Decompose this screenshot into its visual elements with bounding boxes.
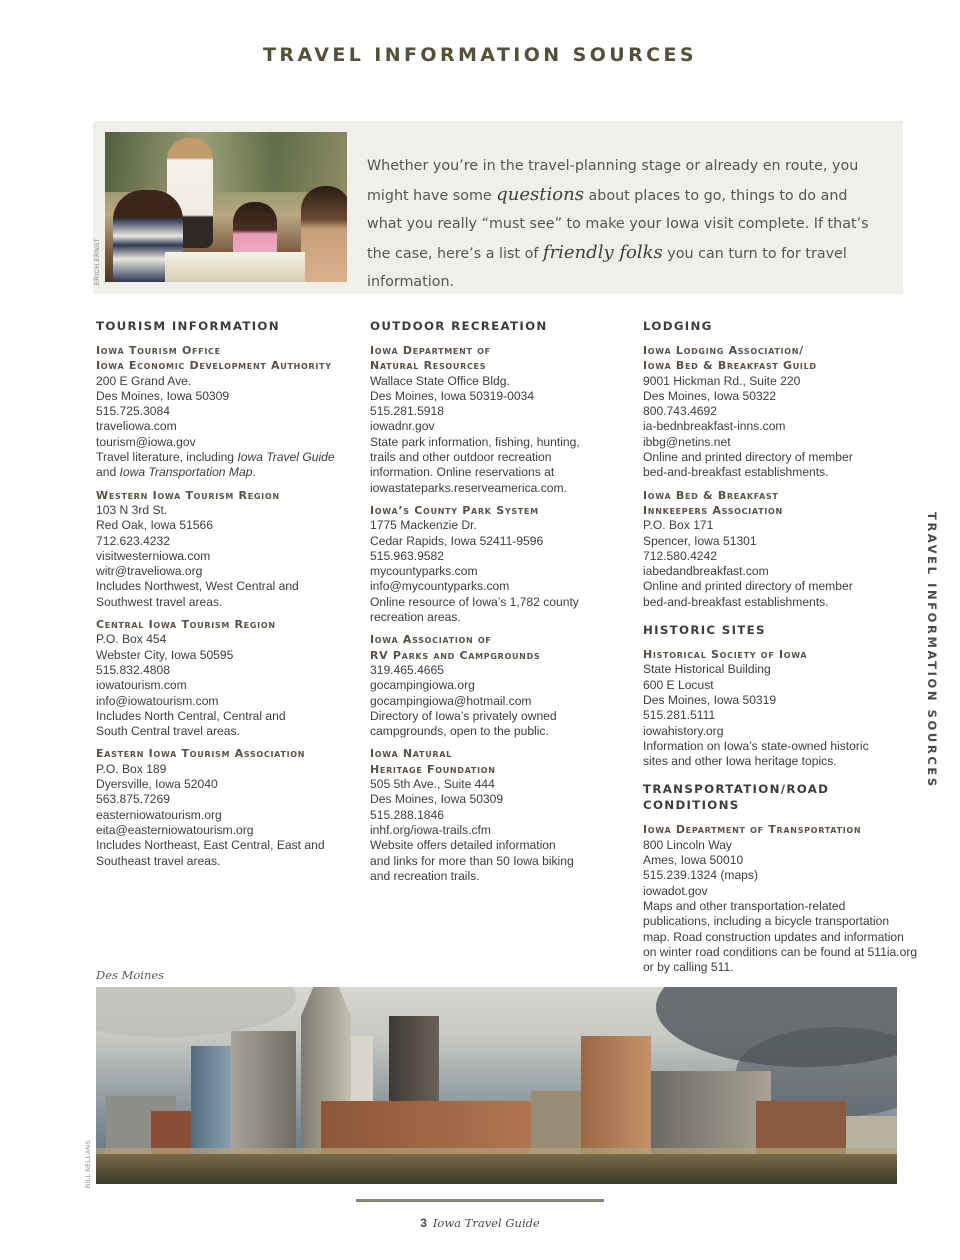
intro-emphasis-friendly-folks: friendly folks	[542, 241, 663, 263]
section-title: HISTORIC SITES	[643, 623, 766, 638]
listing-line: information. Online reservations at	[370, 465, 555, 480]
listing-line: Directory of Iowa’s privately owned	[370, 708, 557, 723]
listing-line: Red Oak, Iowa 51566	[96, 518, 213, 533]
note-italic-title: Iowa Transportation Map	[119, 465, 253, 480]
listing-entry	[643, 647, 908, 769]
listing-line: Maps and other transportation-related	[643, 898, 846, 913]
listing-line: Des Moines, Iowa 50319-0034	[370, 388, 535, 403]
listing-note-line	[96, 450, 361, 465]
intro-text-3: you can turn to for travel information.	[367, 245, 847, 290]
listing-line: Online and printed directory of member	[643, 579, 853, 594]
page-title: TRAVEL INFORMATION SOURCES	[263, 44, 697, 66]
note-text: and	[96, 465, 120, 480]
des-moines-skyline-photo	[96, 987, 897, 1184]
listing-line: campgrounds, open to the public.	[370, 724, 549, 739]
listing-line: South Central travel areas.	[96, 724, 240, 739]
listing-line: 800 Lincoln Way	[643, 837, 732, 852]
listing-line: bed-and-breakfast establishments.	[643, 465, 829, 480]
listing-line: 515.288.1846	[370, 807, 444, 822]
listing-line: P.O. Box 454	[96, 632, 167, 647]
note-text: Travel literature, including	[96, 450, 238, 465]
listing-line: 103 N 3rd St.	[96, 502, 168, 517]
column-3	[643, 318, 918, 982]
section-title: OUTDOOR RECREATION	[370, 319, 548, 333]
listing-line: 515.281.5111	[643, 708, 716, 723]
listing-line: 515.281.5918	[370, 404, 444, 419]
organization-name: Iowa Lodging Association/	[643, 344, 804, 357]
listing-entry	[370, 746, 635, 884]
listing-entry	[370, 503, 635, 625]
listing-line: 600 E Locust	[643, 677, 714, 692]
listing-entry	[643, 343, 908, 481]
organization-name: Natural Resources	[370, 359, 487, 373]
organization-name: Iowa Association of	[370, 633, 492, 647]
listing-line: 563.875.7269	[96, 792, 170, 807]
organization-name: Iowa Department of	[370, 344, 491, 357]
listing-line: Des Moines, Iowa 50309	[96, 388, 230, 403]
listing-line: State Historical Building	[643, 662, 771, 677]
organization-name: Heritage Foundation	[370, 762, 496, 776]
listing-line: ia-bednbreakfast-inns.com	[643, 419, 786, 434]
listing-line: Includes North Central, Central and	[96, 708, 286, 723]
listing-line: Southwest travel areas.	[96, 594, 223, 609]
organization-name: Iowa Tourism Office	[96, 344, 221, 357]
side-running-title: TRAVEL INFORMATION SOURCES	[925, 512, 939, 789]
intro-box	[93, 121, 903, 294]
listing-line: Des Moines, Iowa 50319	[643, 692, 777, 707]
listing-line: iowahistory.org	[643, 723, 724, 738]
organization-name: Iowa’s County Park System	[370, 503, 539, 517]
family-dining-photo	[105, 132, 347, 282]
listing-line: 1775 Mackenzie Dr.	[370, 518, 477, 533]
listing-entry	[96, 746, 361, 868]
section-title: TRANSPORTATION/ROAD CONDITIONS	[643, 782, 830, 813]
listing-entry	[370, 632, 635, 739]
listing-line: State park information, fishing, hunting,	[370, 434, 580, 449]
listing-line: Webster City, Iowa 50595	[96, 647, 234, 662]
listing-line: 712.580.4242	[643, 548, 717, 563]
organization-name: Central Iowa Tourism Region	[96, 618, 276, 632]
listing-line: ibbg@netins.net	[643, 434, 731, 449]
skyline-photo-credit: BILL NELLANS	[85, 1140, 92, 1189]
listing-line: and recreation trails.	[370, 868, 480, 883]
listing-line: inhf.org/iowa-trails.cfm	[370, 822, 491, 837]
listing-line: easterniowatourism.org	[96, 807, 222, 822]
organization-name: Iowa Bed & Breakfast Guild	[643, 359, 817, 373]
listing-line: 515.725.3084	[96, 404, 170, 419]
intro-paragraph	[367, 152, 887, 297]
listing-line: 515.832.4808	[96, 662, 170, 677]
listing-line: iowadnr.gov	[370, 419, 435, 434]
skyline-caption: Des Moines	[96, 968, 165, 982]
listing-line: sites and other Iowa heritage topics.	[643, 754, 837, 769]
organization-name: Innkeepers Association	[643, 503, 783, 517]
listing-line: traveliowa.com	[96, 419, 177, 434]
listing-line: Online and printed directory of member	[643, 450, 853, 465]
listing-line: tourism@iowa.gov	[96, 434, 196, 449]
listing-line: Southeast travel areas.	[96, 853, 221, 868]
listing-line: iabedandbreakfast.com	[643, 564, 769, 579]
listing-line: Information on Iowa’s state-owned historic	[643, 738, 869, 753]
listing-line: iowadot.gov	[643, 883, 708, 898]
listing-line: 800.743.4692	[643, 404, 717, 419]
listing-line: Des Moines, Iowa 50309	[370, 792, 504, 807]
listing-line: 200 E Grand Ave.	[96, 373, 192, 388]
intro-text-1: Whether you’re in the travel-planning stage or already en route, you might have some	[367, 158, 859, 204]
listing-line: witr@traveliowa.org	[96, 564, 203, 579]
footer-rule	[356, 1199, 604, 1202]
listing-line: info@iowatourism.com	[96, 693, 219, 708]
organization-name: Eastern Iowa Tourism Association	[96, 747, 306, 761]
listing-line: Online resource of Iowa’s 1,782 county	[370, 594, 579, 609]
listing-entry	[96, 488, 361, 610]
organization-name: RV Parks and Campgrounds	[370, 648, 541, 662]
listing-line: map. Road construction updates and information	[643, 929, 904, 944]
column-1	[96, 318, 361, 876]
organization-name: Western Iowa Tourism Region	[96, 488, 280, 502]
listing-entry	[370, 343, 635, 496]
listing-line: Dyersville, Iowa 52040	[96, 777, 218, 792]
listing-entry	[96, 343, 361, 481]
listing-line: trails and other outdoor recreation	[370, 450, 552, 465]
organization-name: Iowa Department of Transportation	[643, 823, 862, 837]
page-number: 3	[420, 1216, 427, 1230]
listing-line: or by calling 511.	[643, 960, 734, 975]
listing-line: recreation areas.	[370, 610, 461, 625]
listing-line: info@mycountyparks.com	[370, 579, 510, 594]
publication-name: Iowa Travel Guide	[432, 1216, 540, 1230]
page-footer	[0, 1216, 960, 1230]
listing-entry	[96, 617, 361, 739]
listing-line: Website offers detailed information	[370, 838, 556, 853]
listing-entry	[643, 488, 908, 610]
listing-line: iowatourism.com	[96, 678, 187, 693]
listing-line: Wallace State Office Bldg.	[370, 373, 510, 388]
organization-name: Iowa Bed & Breakfast	[643, 488, 779, 502]
listing-line: 9001 Hickman Rd., Suite 220	[643, 373, 801, 388]
listing-line: gocampingiowa.org	[370, 678, 475, 693]
organization-name: Historical Society of Iowa	[643, 648, 808, 662]
listing-line: P.O. Box 189	[96, 761, 167, 776]
listing-line: mycountyparks.com	[370, 564, 478, 579]
listing-line: 505 5th Ave., Suite 444	[370, 777, 495, 792]
note-text: .	[252, 465, 256, 480]
listing-line: visitwesterniowa.com	[96, 548, 211, 563]
family-photo-credit: ERICH ERNST	[94, 238, 101, 286]
listing-line: P.O. Box 171	[643, 518, 714, 533]
listing-line: 319.465.4665	[370, 662, 444, 677]
listing-line: Cedar Rapids, Iowa 52411-9596	[370, 533, 544, 548]
organization-name: Iowa Natural	[370, 747, 452, 761]
listing-line: bed-and-breakfast establishments.	[643, 594, 829, 609]
listing-line: Includes Northwest, West Central and	[96, 579, 299, 594]
listing-line: Spencer, Iowa 51301	[643, 533, 757, 548]
note-italic-title: Iowa Travel Guide	[237, 450, 335, 465]
section-title: TOURISM INFORMATION	[96, 319, 280, 333]
column-2	[370, 318, 635, 891]
listing-line: 515.963.9582	[370, 548, 444, 563]
section-title: LODGING	[643, 319, 713, 333]
listing-line: iowastateparks.reserveamerica.com.	[370, 480, 567, 495]
listing-line: gocampingiowa@hotmail.com	[370, 693, 532, 708]
listing-line: publications, including a bicycle transportation	[643, 914, 890, 929]
listing-line: 515.239.1324 (maps)	[643, 868, 758, 883]
listing-line: Ames, Iowa 50010	[643, 853, 744, 868]
listing-line: Des Moines, Iowa 50322	[643, 388, 777, 403]
listing-line: 712.623.4232	[96, 533, 170, 548]
listing-line: and links for more than 50 Iowa biking	[370, 853, 574, 868]
intro-emphasis-questions: questions	[496, 183, 584, 205]
listing-line: Includes Northeast, East Central, East and	[96, 838, 325, 853]
listing-line: on winter road conditions can be found at 511ia.org	[643, 944, 918, 959]
listing-line: eita@easterniowatourism.org	[96, 822, 254, 837]
listing-note-line	[96, 465, 361, 480]
listing-entry	[643, 822, 918, 975]
organization-name: Iowa Economic Development Authority	[96, 359, 332, 373]
intro-text-2: about places to go, things to do and what you really “must see” to make your Iowa visit complete. If that’s the case, here’s a list of	[367, 187, 869, 262]
